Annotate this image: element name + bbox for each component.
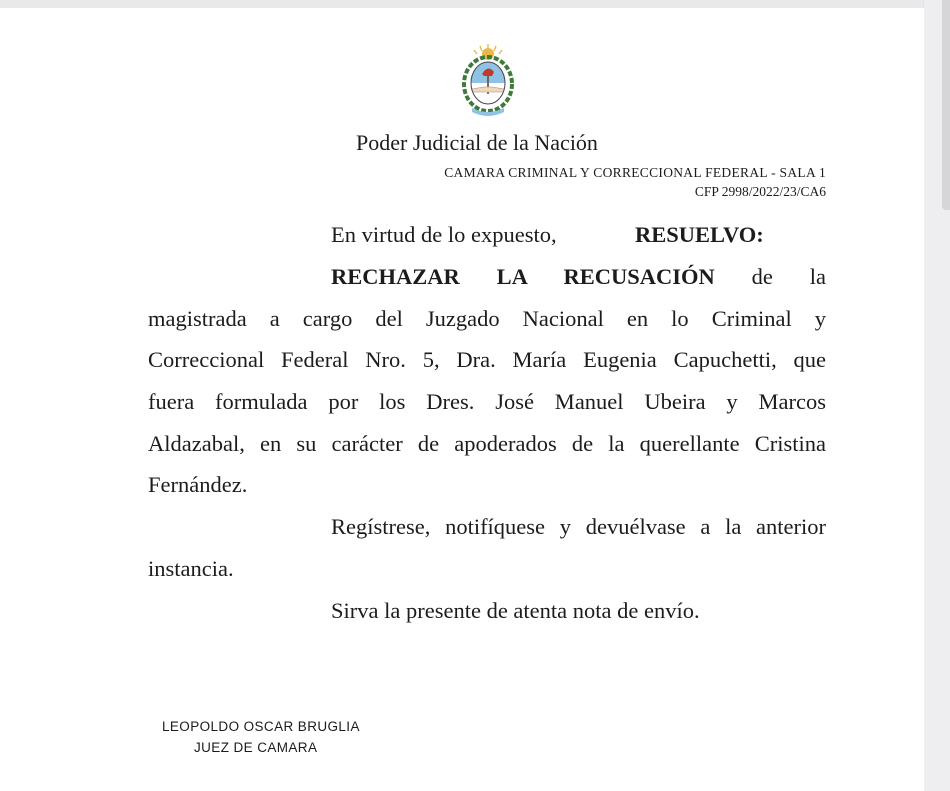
paragraph-1-line-2: magistrada a cargo del Juzgado Nacional en lo Criminal y <box>148 306 826 331</box>
chamber-name: CAMARA CRIMINAL Y CORRECCIONAL FEDERAL - SALA 1 <box>444 165 826 180</box>
intro-text: En virtud de lo expuesto, <box>331 222 557 247</box>
resolution-document <box>0 8 924 791</box>
resolve-heading <box>635 222 764 248</box>
paragraph-1-line-6: Fernández. <box>148 472 248 497</box>
side-gutter <box>923 0 950 791</box>
document-page <box>0 8 924 791</box>
reject-recusal-phrase: RECHAZAR LA RECUSACIÓN <box>331 264 715 289</box>
paragraph-1-line-3: Correccional Federal Nro. 5, Dra. María Eugenia Capuchetti, que <box>148 347 826 372</box>
institution-name: Poder Judicial de la Nación <box>356 130 598 155</box>
paragraph-2-line-2: instancia. <box>148 556 234 581</box>
argentine-coat-of-arms-icon <box>460 42 516 118</box>
resolve-word: RESUELVO <box>635 222 757 247</box>
intro-line <box>331 222 557 248</box>
case-number: CFP 2998/2022/23/CA6 <box>694 184 826 199</box>
paragraph-1-line-1-rest: de la <box>751 264 826 289</box>
paragraph-3: Sirva la presente de atenta nota de envío. <box>331 598 700 623</box>
top-bar <box>0 0 950 8</box>
paragraph-2-line-1: Regístrese, notifíquese y devuélvase a la anterior <box>331 514 826 539</box>
paragraph-1-line-1 <box>331 264 826 290</box>
resolve-colon: : <box>756 222 764 247</box>
paragraph-1-line-5: Aldazabal, en su carácter de apoderados de la querellante Cristina <box>148 431 826 456</box>
signer-title: JUEZ DE CAMARA <box>194 740 318 755</box>
paragraph-1-line-4: fuera formulada por los Dres. José Manuel Ubeira y Marcos <box>148 389 826 414</box>
scrollbar-thumb[interactable] <box>942 0 950 210</box>
signer-name: LEOPOLDO OSCAR BRUGLIA <box>162 719 360 734</box>
